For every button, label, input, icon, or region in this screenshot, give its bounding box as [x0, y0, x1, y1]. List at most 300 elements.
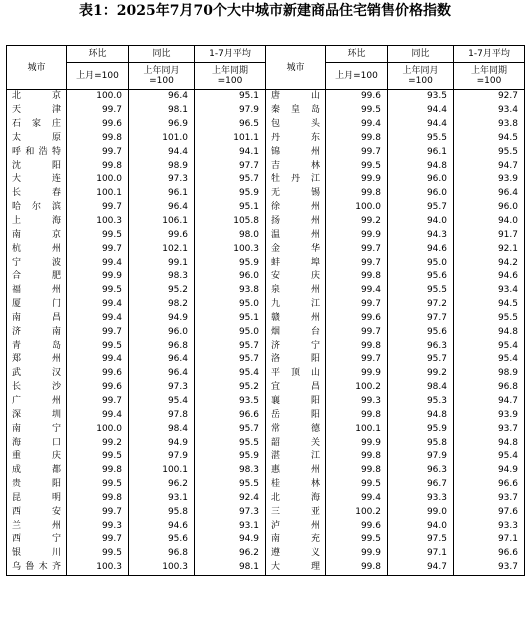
- table-row: [7, 215, 525, 229]
- cell-right-avg: 95.4: [454, 450, 525, 464]
- cell-left-mom: 99.8: [67, 491, 129, 505]
- cell-left-city: 长春: [7, 187, 67, 201]
- cell-right-avg: 92.7: [454, 90, 525, 104]
- table-row: [7, 118, 525, 132]
- subheader-mom-right: 上月=100: [326, 63, 388, 90]
- cell-left-city: 西安: [7, 505, 67, 519]
- cell-right-city: 桂林: [266, 478, 326, 492]
- cell-left-avg: 95.1: [195, 201, 266, 215]
- cell-right-city: 丹东: [266, 132, 326, 146]
- cell-left-mom: 99.7: [67, 145, 129, 159]
- table-row: [7, 450, 525, 464]
- cell-left-city: 兰州: [7, 519, 67, 533]
- cell-right-yoy: 95.5: [388, 284, 454, 298]
- cell-left-mom: 99.8: [67, 159, 129, 173]
- table-row: [7, 408, 525, 422]
- table-row: [7, 519, 525, 533]
- cell-right-avg: 93.9: [454, 408, 525, 422]
- cell-left-city: 重庆: [7, 450, 67, 464]
- cell-right-city: 烟台: [266, 325, 326, 339]
- cell-left-mom: 100.0: [67, 173, 129, 187]
- table-row: [7, 242, 525, 256]
- cell-left-city: 广州: [7, 395, 67, 409]
- cell-left-yoy: 98.1: [129, 104, 195, 118]
- cell-left-mom: 99.5: [67, 478, 129, 492]
- cell-right-avg: 94.7: [454, 395, 525, 409]
- header-avg-left: 1-7月平均: [195, 46, 266, 63]
- cell-right-yoy: 97.9: [388, 450, 454, 464]
- cell-left-yoy: 94.4: [129, 145, 195, 159]
- table-row: [7, 353, 525, 367]
- cell-left-avg: 95.0: [195, 298, 266, 312]
- cell-right-yoy: 94.7: [388, 561, 454, 575]
- cell-left-city: 银川: [7, 547, 67, 561]
- cell-right-mom: 99.4: [326, 284, 388, 298]
- cell-left-city: 大连: [7, 173, 67, 187]
- cell-left-city: 上海: [7, 215, 67, 229]
- cell-left-yoy: 98.4: [129, 422, 195, 436]
- cell-left-avg: 95.4: [195, 367, 266, 381]
- cell-right-city: 徐州: [266, 201, 326, 215]
- cell-left-yoy: 101.0: [129, 132, 195, 146]
- cell-left-city: 成都: [7, 464, 67, 478]
- header-yoy-left: 同比: [129, 46, 195, 63]
- cell-right-avg: 95.5: [454, 145, 525, 159]
- cell-left-yoy: 97.8: [129, 408, 195, 422]
- cell-right-mom: 100.0: [326, 201, 388, 215]
- cell-left-mom: 99.6: [67, 367, 129, 381]
- cell-right-mom: 99.8: [326, 187, 388, 201]
- cell-left-yoy: 95.4: [129, 395, 195, 409]
- cell-left-avg: 95.5: [195, 436, 266, 450]
- cell-right-city: 平顶山: [266, 367, 326, 381]
- cell-left-avg: 95.1: [195, 312, 266, 326]
- subheader-yoy-left: 上年同月 =100: [129, 63, 195, 90]
- cell-right-mom: 99.2: [326, 215, 388, 229]
- cell-right-mom: 99.7: [326, 242, 388, 256]
- cell-left-avg: 96.6: [195, 408, 266, 422]
- cell-right-mom: 99.8: [326, 270, 388, 284]
- cell-left-avg: 95.9: [195, 256, 266, 270]
- cell-left-mom: 100.3: [67, 561, 129, 575]
- table-row: [7, 173, 525, 187]
- cell-right-avg: 94.7: [454, 159, 525, 173]
- cell-right-avg: 94.8: [454, 325, 525, 339]
- cell-right-yoy: 93.3: [388, 491, 454, 505]
- cell-right-yoy: 95.0: [388, 256, 454, 270]
- cell-right-mom: 99.9: [326, 547, 388, 561]
- cell-right-yoy: 96.0: [388, 173, 454, 187]
- cell-right-city: 岳阳: [266, 408, 326, 422]
- table-row: [7, 284, 525, 298]
- table-row: [7, 395, 525, 409]
- cell-right-avg: 93.8: [454, 118, 525, 132]
- cell-left-avg: 95.2: [195, 381, 266, 395]
- cell-left-mom: 99.9: [67, 270, 129, 284]
- cell-right-mom: 99.7: [326, 256, 388, 270]
- table-row: [7, 270, 525, 284]
- cell-left-city: 贵阳: [7, 478, 67, 492]
- cell-left-city: 合肥: [7, 270, 67, 284]
- cell-right-yoy: 97.1: [388, 547, 454, 561]
- cell-right-avg: 94.5: [454, 298, 525, 312]
- cell-left-mom: 100.3: [67, 215, 129, 229]
- cell-right-avg: 93.7: [454, 491, 525, 505]
- cell-right-yoy: 97.7: [388, 312, 454, 326]
- table-row: [7, 436, 525, 450]
- cell-left-avg: 95.7: [195, 173, 266, 187]
- cell-right-avg: 91.7: [454, 228, 525, 242]
- cell-left-mom: 99.5: [67, 339, 129, 353]
- cell-left-mom: 99.5: [67, 450, 129, 464]
- cell-left-mom: 99.4: [67, 312, 129, 326]
- cell-left-city: 长沙: [7, 381, 67, 395]
- cell-right-mom: 99.7: [326, 353, 388, 367]
- cell-right-yoy: 96.7: [388, 478, 454, 492]
- cell-right-mom: 99.5: [326, 159, 388, 173]
- cell-right-mom: 99.4: [326, 118, 388, 132]
- price-index-table: [6, 45, 525, 576]
- cell-left-avg: 98.1: [195, 561, 266, 575]
- cell-right-avg: 94.5: [454, 132, 525, 146]
- cell-left-yoy: 95.2: [129, 284, 195, 298]
- cell-right-yoy: 95.9: [388, 422, 454, 436]
- cell-left-avg: 96.2: [195, 547, 266, 561]
- cell-left-yoy: 100.3: [129, 561, 195, 575]
- cell-right-mom: 100.2: [326, 381, 388, 395]
- table-row: [7, 505, 525, 519]
- cell-left-yoy: 96.2: [129, 478, 195, 492]
- cell-right-mom: 99.9: [326, 228, 388, 242]
- cell-right-avg: 93.4: [454, 104, 525, 118]
- cell-left-city: 青岛: [7, 339, 67, 353]
- cell-right-avg: 93.9: [454, 173, 525, 187]
- cell-left-avg: 97.3: [195, 505, 266, 519]
- cell-right-avg: 96.6: [454, 547, 525, 561]
- cell-right-city: 三亚: [266, 505, 326, 519]
- cell-right-city: 九江: [266, 298, 326, 312]
- cell-right-avg: 97.1: [454, 533, 525, 547]
- cell-right-yoy: 95.7: [388, 353, 454, 367]
- cell-left-mom: 99.2: [67, 436, 129, 450]
- cell-left-yoy: 94.9: [129, 436, 195, 450]
- cell-right-mom: 99.5: [326, 478, 388, 492]
- table-row: [7, 325, 525, 339]
- cell-right-yoy: 94.3: [388, 228, 454, 242]
- cell-left-avg: 94.9: [195, 533, 266, 547]
- cell-left-avg: 93.1: [195, 519, 266, 533]
- cell-right-mom: 99.7: [326, 325, 388, 339]
- header-city-right: 城市: [266, 46, 326, 90]
- cell-left-avg: 93.8: [195, 284, 266, 298]
- cell-right-yoy: 94.4: [388, 118, 454, 132]
- cell-left-mom: 99.7: [67, 533, 129, 547]
- cell-left-yoy: 97.3: [129, 173, 195, 187]
- cell-right-city: 蚌埠: [266, 256, 326, 270]
- cell-right-city: 大理: [266, 561, 326, 575]
- cell-right-avg: 94.6: [454, 270, 525, 284]
- cell-left-mom: 100.1: [67, 187, 129, 201]
- cell-right-city: 扬州: [266, 215, 326, 229]
- cell-right-mom: 99.8: [326, 408, 388, 422]
- cell-right-city: 吉林: [266, 159, 326, 173]
- cell-left-city: 西宁: [7, 533, 67, 547]
- table-row: [7, 491, 525, 505]
- cell-left-city: 石家庄: [7, 118, 67, 132]
- page-title: 表1：2025年7月70个大中城市新建商品住宅销售价格指数: [79, 3, 451, 19]
- cell-left-mom: 99.7: [67, 395, 129, 409]
- cell-right-avg: 93.3: [454, 519, 525, 533]
- cell-right-mom: 99.3: [326, 395, 388, 409]
- cell-right-yoy: 95.6: [388, 325, 454, 339]
- cell-left-avg: 97.9: [195, 104, 266, 118]
- cell-left-avg: 101.1: [195, 132, 266, 146]
- cell-right-city: 洛阳: [266, 353, 326, 367]
- cell-left-city: 南昌: [7, 312, 67, 326]
- cell-right-avg: 92.1: [454, 242, 525, 256]
- cell-left-yoy: 93.1: [129, 491, 195, 505]
- cell-left-city: 厦门: [7, 298, 67, 312]
- cell-left-yoy: 100.1: [129, 464, 195, 478]
- cell-left-avg: 92.4: [195, 491, 266, 505]
- table-row: [7, 478, 525, 492]
- cell-left-city: 深圳: [7, 408, 67, 422]
- cell-left-yoy: 96.8: [129, 339, 195, 353]
- cell-right-city: 秦皇岛: [266, 104, 326, 118]
- cell-left-city: 昆明: [7, 491, 67, 505]
- cell-right-avg: 96.8: [454, 381, 525, 395]
- cell-left-mom: 99.6: [67, 118, 129, 132]
- cell-left-mom: 99.7: [67, 505, 129, 519]
- cell-right-mom: 100.2: [326, 505, 388, 519]
- cell-right-mom: 99.8: [326, 132, 388, 146]
- cell-left-yoy: 102.1: [129, 242, 195, 256]
- table-row: [7, 312, 525, 326]
- cell-left-yoy: 94.9: [129, 312, 195, 326]
- cell-left-avg: 95.7: [195, 339, 266, 353]
- cell-left-avg: 95.7: [195, 353, 266, 367]
- header-mom-left: 环比: [67, 46, 129, 63]
- cell-right-city: 韶关: [266, 436, 326, 450]
- table-row: [7, 561, 525, 575]
- cell-right-yoy: 99.0: [388, 505, 454, 519]
- cell-left-mom: 99.8: [67, 464, 129, 478]
- cell-left-avg: 95.7: [195, 422, 266, 436]
- cell-left-city: 济南: [7, 325, 67, 339]
- cell-left-avg: 105.8: [195, 215, 266, 229]
- cell-left-mom: 99.7: [67, 104, 129, 118]
- cell-left-city: 乌鲁木齐: [7, 561, 67, 575]
- cell-right-avg: 94.0: [454, 215, 525, 229]
- cell-left-city: 郑州: [7, 353, 67, 367]
- cell-left-yoy: 96.4: [129, 201, 195, 215]
- cell-right-avg: 96.6: [454, 478, 525, 492]
- cell-right-mom: 99.8: [326, 339, 388, 353]
- cell-right-city: 包头: [266, 118, 326, 132]
- table-row: [7, 159, 525, 173]
- table-row: [7, 339, 525, 353]
- header-avg-right: 1-7月平均: [454, 46, 525, 63]
- cell-right-yoy: 94.0: [388, 519, 454, 533]
- cell-left-avg: 95.5: [195, 478, 266, 492]
- cell-right-yoy: 94.6: [388, 242, 454, 256]
- table-row: [7, 422, 525, 436]
- cell-right-yoy: 96.1: [388, 145, 454, 159]
- cell-right-mom: 99.7: [326, 145, 388, 159]
- header-mom-right: 环比: [326, 46, 388, 63]
- cell-right-city: 南充: [266, 533, 326, 547]
- cell-right-yoy: 95.7: [388, 201, 454, 215]
- subheader-yoy-right: 上年同月 =100: [388, 63, 454, 90]
- cell-right-avg: 98.9: [454, 367, 525, 381]
- cell-left-city: 福州: [7, 284, 67, 298]
- subheader-mom-left: 上月=100: [67, 63, 129, 90]
- table-row: [7, 533, 525, 547]
- cell-left-yoy: 99.6: [129, 228, 195, 242]
- cell-right-yoy: 98.4: [388, 381, 454, 395]
- cell-right-city: 金华: [266, 242, 326, 256]
- cell-right-yoy: 94.8: [388, 159, 454, 173]
- cell-left-mom: 99.4: [67, 256, 129, 270]
- table-row: [7, 381, 525, 395]
- cell-right-yoy: 96.0: [388, 187, 454, 201]
- cell-right-city: 济宁: [266, 339, 326, 353]
- cell-right-avg: 96.0: [454, 201, 525, 215]
- cell-left-mom: 99.4: [67, 298, 129, 312]
- cell-left-avg: 95.9: [195, 187, 266, 201]
- cell-left-yoy: 97.3: [129, 381, 195, 395]
- cell-left-avg: 100.3: [195, 242, 266, 256]
- cell-left-avg: 95.9: [195, 450, 266, 464]
- table-body: [7, 90, 525, 576]
- cell-right-city: 泉州: [266, 284, 326, 298]
- cell-left-mom: 99.3: [67, 519, 129, 533]
- cell-left-avg: 97.7: [195, 159, 266, 173]
- cell-left-city: 天津: [7, 104, 67, 118]
- cell-left-mom: 99.7: [67, 242, 129, 256]
- cell-left-yoy: 96.9: [129, 118, 195, 132]
- cell-right-city: 遵义: [266, 547, 326, 561]
- cell-left-avg: 98.0: [195, 228, 266, 242]
- cell-right-city: 锦州: [266, 145, 326, 159]
- cell-right-city: 北海: [266, 491, 326, 505]
- cell-right-mom: 99.5: [326, 104, 388, 118]
- subheader-avg-left: 上年同期 =100: [195, 63, 266, 90]
- cell-left-yoy: 99.1: [129, 256, 195, 270]
- cell-left-mom: 100.0: [67, 90, 129, 104]
- cell-right-mom: 99.8: [326, 450, 388, 464]
- cell-left-yoy: 106.1: [129, 215, 195, 229]
- cell-right-avg: 95.5: [454, 312, 525, 326]
- cell-right-city: 襄阳: [266, 395, 326, 409]
- cell-left-yoy: 96.4: [129, 90, 195, 104]
- table-row: [7, 145, 525, 159]
- cell-right-yoy: 93.5: [388, 90, 454, 104]
- table-row: [7, 104, 525, 118]
- cell-right-yoy: 99.2: [388, 367, 454, 381]
- cell-right-avg: 95.4: [454, 353, 525, 367]
- cell-right-mom: 99.4: [326, 491, 388, 505]
- table-row: [7, 228, 525, 242]
- cell-left-yoy: 98.2: [129, 298, 195, 312]
- table-row: [7, 547, 525, 561]
- cell-right-mom: 99.9: [326, 436, 388, 450]
- cell-left-mom: 99.5: [67, 228, 129, 242]
- cell-left-city: 南宁: [7, 422, 67, 436]
- cell-right-city: 温州: [266, 228, 326, 242]
- cell-right-mom: 99.7: [326, 298, 388, 312]
- cell-right-city: 常德: [266, 422, 326, 436]
- cell-right-yoy: 94.4: [388, 104, 454, 118]
- cell-right-mom: 99.9: [326, 173, 388, 187]
- table-row: [7, 187, 525, 201]
- cell-right-avg: 94.2: [454, 256, 525, 270]
- cell-left-mom: 100.0: [67, 422, 129, 436]
- cell-right-yoy: 96.3: [388, 464, 454, 478]
- cell-left-yoy: 96.4: [129, 353, 195, 367]
- cell-right-city: 赣州: [266, 312, 326, 326]
- cell-right-city: 泸州: [266, 519, 326, 533]
- cell-right-city: 安庆: [266, 270, 326, 284]
- cell-right-avg: 94.9: [454, 464, 525, 478]
- cell-right-mom: 99.5: [326, 533, 388, 547]
- cell-left-mom: 99.4: [67, 353, 129, 367]
- cell-left-yoy: 98.9: [129, 159, 195, 173]
- cell-left-city: 南京: [7, 228, 67, 242]
- cell-left-city: 海口: [7, 436, 67, 450]
- cell-right-yoy: 94.0: [388, 215, 454, 229]
- cell-right-avg: 94.8: [454, 436, 525, 450]
- table-row: [7, 464, 525, 478]
- cell-right-yoy: 95.3: [388, 395, 454, 409]
- cell-left-city: 沈阳: [7, 159, 67, 173]
- cell-right-mom: 99.9: [326, 367, 388, 381]
- cell-right-mom: 99.6: [326, 90, 388, 104]
- cell-left-avg: 93.5: [195, 395, 266, 409]
- table-row: [7, 201, 525, 215]
- cell-right-city: 牡丹江: [266, 173, 326, 187]
- table-row: [7, 367, 525, 381]
- cell-right-mom: 99.6: [326, 519, 388, 533]
- cell-left-mom: 99.8: [67, 132, 129, 146]
- cell-left-avg: 94.1: [195, 145, 266, 159]
- cell-right-avg: 93.7: [454, 422, 525, 436]
- cell-right-avg: 93.4: [454, 284, 525, 298]
- cell-left-avg: 96.5: [195, 118, 266, 132]
- cell-left-city: 北京: [7, 90, 67, 104]
- header-yoy-right: 同比: [388, 46, 454, 63]
- cell-left-mom: 99.5: [67, 547, 129, 561]
- cell-left-mom: 99.4: [67, 408, 129, 422]
- cell-left-city: 太原: [7, 132, 67, 146]
- cell-left-yoy: 96.1: [129, 187, 195, 201]
- cell-left-mom: 99.7: [67, 201, 129, 215]
- cell-right-city: 宜昌: [266, 381, 326, 395]
- cell-right-city: 湛江: [266, 450, 326, 464]
- cell-left-avg: 95.0: [195, 325, 266, 339]
- cell-right-mom: 100.1: [326, 422, 388, 436]
- cell-right-yoy: 95.6: [388, 270, 454, 284]
- table-row: [7, 90, 525, 104]
- cell-left-yoy: 95.8: [129, 505, 195, 519]
- cell-right-city: 惠州: [266, 464, 326, 478]
- cell-left-city: 宁波: [7, 256, 67, 270]
- header-city-left: 城市: [7, 46, 67, 90]
- cell-left-yoy: 96.8: [129, 547, 195, 561]
- cell-right-city: 无锡: [266, 187, 326, 201]
- cell-left-yoy: 96.4: [129, 367, 195, 381]
- cell-right-yoy: 96.3: [388, 339, 454, 353]
